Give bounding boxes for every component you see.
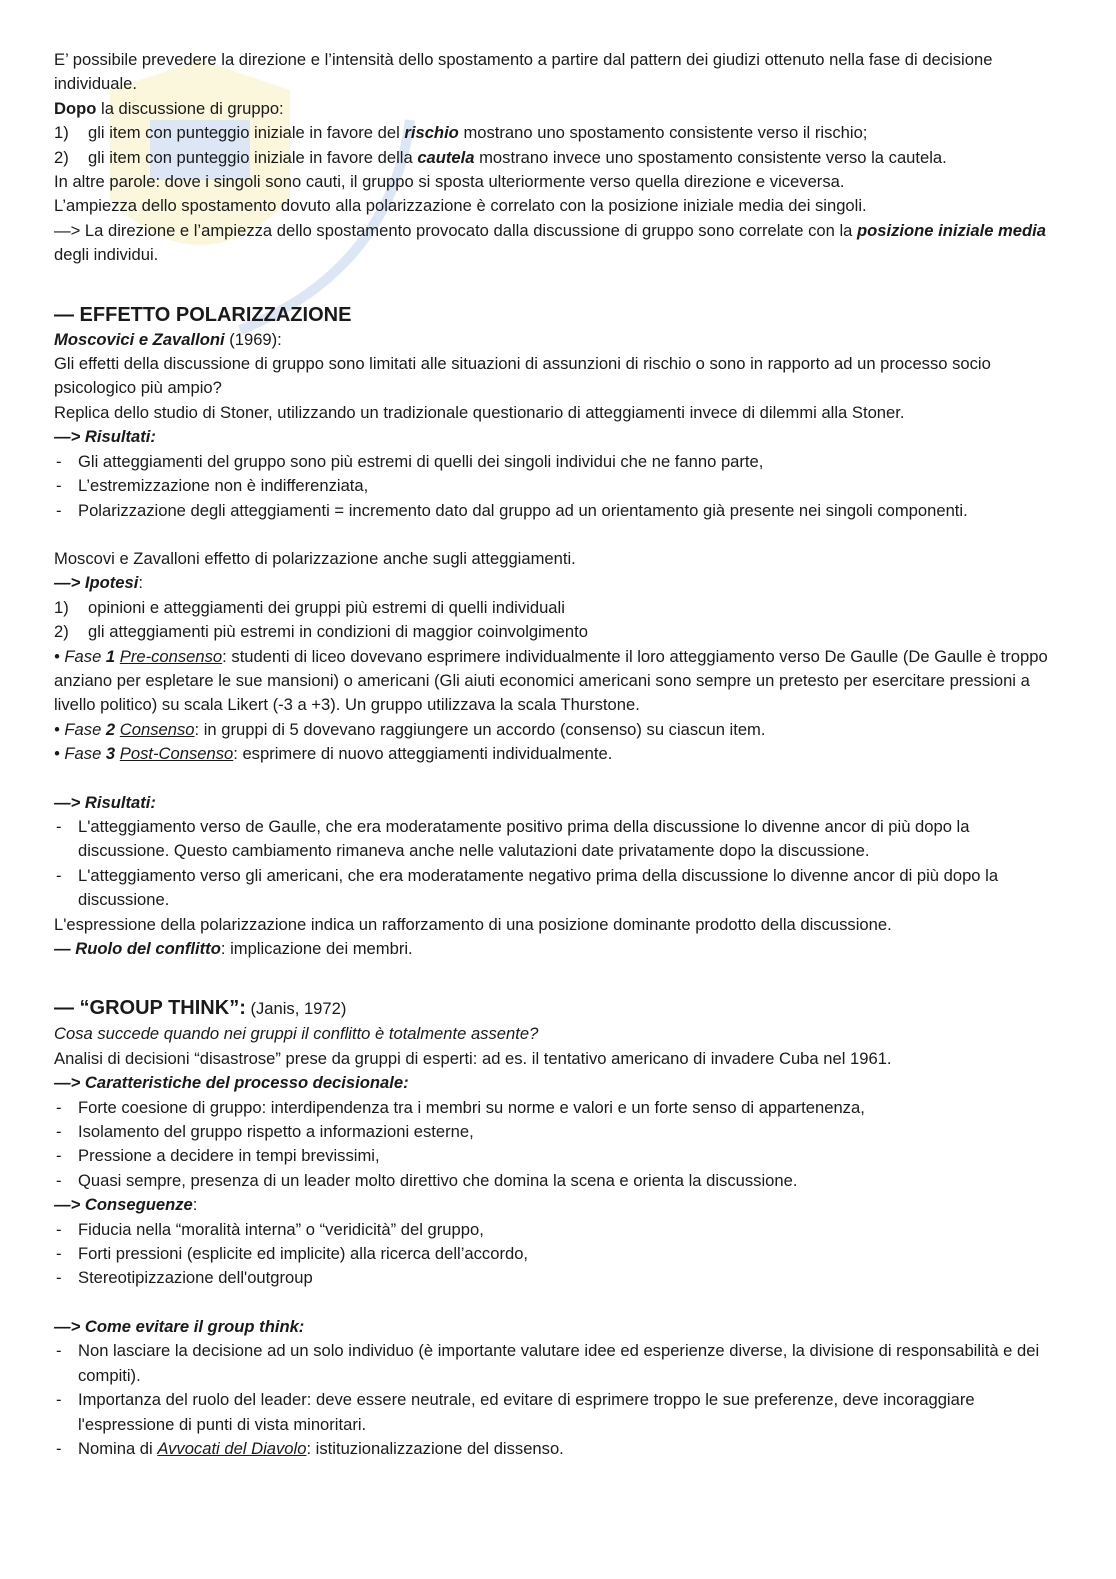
risultati-label: —> Risultati: [54,427,156,447]
list-item: - L'atteggiamento verso gli americani, che era moderatamente negativo prima della discussione lo divenne ancor di più dopo la discussione. [56,865,999,910]
list-item: - Importanza del ruolo del leader: deve essere neutrale, ed evitare di esprimere troppo le sue preferenze, deve incoraggiare l'espressione di punti di vista minoritari. [56,1390,975,1434]
authors-line: Moscovici e Zavalloni (1969): [54,329,282,349]
paragraph: Gli effetti della discussione di gruppo sono limitati alle situazioni di assunzioni di rischio o sono in rapporto ad un processo socio psicologico più ampio? [54,354,991,398]
dopo-bold: Dopo [54,98,97,118]
list-item [54,146,1064,170]
list-text: gli item con punteggio iniziale in favore del rischio mostrano uno spostamento consistente verso il rischio; [88,123,868,143]
list-item: - Nomina di Avvocati del Diavolo: istituzionalizzazione del dissenso. [56,1438,564,1458]
list-item: - Quasi sempre, presenza di un leader molto direttivo che domina la scena e orienta la discussione. [56,1170,798,1190]
list-item: - Isolamento del gruppo rispetto a informazioni esterne, [56,1122,474,1142]
paragraph: L’ampiezza dello spostamento dovuto alla polarizzazione è correlato con la posizione iniziale media dei singoli. [54,196,867,216]
risultati-label: —> Risultati: [54,792,156,812]
paragraph: In altre parole: dove i singoli sono cauti, il gruppo si sposta ulteriormente verso quella direzione e viceversa. [54,172,845,192]
list-number: 1) [54,123,69,143]
list-item: - Non lasciare la decisione ad un solo individuo (è importante valutare idee ed esperienze diverse, la divisione di responsabilità e dei compiti). [56,1341,1040,1385]
list-number: 2) [54,147,69,167]
authors: Moscovici e Zavalloni [54,329,225,349]
fase-2: • Fase 2 Consenso: in gruppi di 5 dovevano raggiungere un accordo (consenso) su ciascun item. [54,719,766,739]
ruolo-line: — Ruolo del conflitto: implicazione dei membri. [54,939,413,958]
fase-1: • Fase 1 Pre-consenso: studenti di liceo dovevano esprimere individualmente il loro atteggiamento verso De Gaulle (De Gaulle è troppo anziano per espletare le sue mansioni) o americani (Gli aiuti economici americani sono sempre un pretesto per esercitare pressioni a livello politico) su scala Likert (-3 a +3). Un gruppo utilizzava la scala Thurstone. [54,646,1048,715]
section-heading-group-think: — “GROUP THINK”: (Janis, 1972) [54,997,347,1020]
list-item: - Stereotipizzazione dell'outgroup [56,1268,313,1288]
ipotesi-label: —> Ipotesi: [54,573,143,593]
list-item: - L'atteggiamento verso de Gaulle, che era moderatamente positivo prima della discussione lo divenne ancor di più dopo la discussione. Questo cambiamento rimaneva anche nelle valutazioni date privatamente dopo la discussione. [56,816,970,861]
evitare-label: —> Come evitare il group think: [54,1316,305,1336]
list-item: - L’estremizzazione non è indifferenziata, [56,476,369,496]
list-item: 2) gli atteggiamenti più estremi in condizioni di maggior coinvolgimento [54,622,588,642]
paragraph: L'espressione della polarizzazione indica un rafforzamento di una posizione dominante prodotto della discussione. [54,914,892,934]
list-item: - Forti pressioni (esplicite ed implicite) alla ricerca dell’accordo, [56,1244,529,1264]
conseguenze-label: —> Conseguenze: [54,1195,198,1215]
list-item: 1) opinioni e atteggiamenti dei gruppi più estremi di quelli individuali [54,597,565,617]
fase-3: • Fase 3 Post-Consenso: esprimere di nuovo atteggiamenti individualmente. [54,744,613,764]
list-item: - Forte coesione di gruppo: interdipendenza tra i membri su norme e valori e un forte senso di appartenenza, [56,1097,865,1117]
list-item: - Fiducia nella “moralità interna” o “veridicità” del gruppo, [56,1219,484,1239]
list-item: - Polarizzazione degli atteggiamenti = incremento dato dal gruppo ad un orientamento già presente nei singoli componenti. [56,500,968,520]
list-text: gli item con punteggio iniziale in favore della cautela mostrano invece uno spostamento consistente verso la cautela. [88,147,947,167]
document-page [54,48,1064,1461]
section-heading-polarizzazione: — EFFETTO POLARIZZAZIONE [54,303,352,326]
list-item [54,121,1064,145]
question: Cosa succede quando nei gruppi il conflitto è totalmente assente? [54,1024,539,1044]
intro-paragraph: E’ possibile prevedere la direzione e l’intensità dello spostamento a partire dal pattern dei giudizi ottenuto nella fase di decisione individuale. [54,50,993,94]
paragraph: Moscovi e Zavalloni effetto di polarizzazione anche sugli atteggiamenti. [54,548,576,568]
caratteristiche-label: —> Caratteristiche del processo decisionale: [54,1073,409,1093]
list-item: - Gli atteggiamenti del gruppo sono più estremi di quelli dei singoli individui che ne fanno parte, [56,451,764,471]
dopo-rest: la discussione di gruppo: [96,98,284,118]
conclusion-paragraph: —> La direzione e l’ampiezza dello spostamento provocato dalla discussione di gruppo sono correlate con la posizione iniziale media degli individui. [54,220,1046,265]
dopo-line [54,97,1064,121]
paragraph: Replica dello studio di Stoner, utilizzando un tradizionale questionario di atteggiamenti invece di dilemmi alla Stoner. [54,402,905,422]
paragraph: Analisi di decisioni “disastrose” prese da gruppi di esperti: ad es. il tentativo americano di invadere Cuba nel 1961. [54,1048,892,1068]
list-item: - Pressione a decidere in tempi brevissimi, [56,1146,380,1166]
